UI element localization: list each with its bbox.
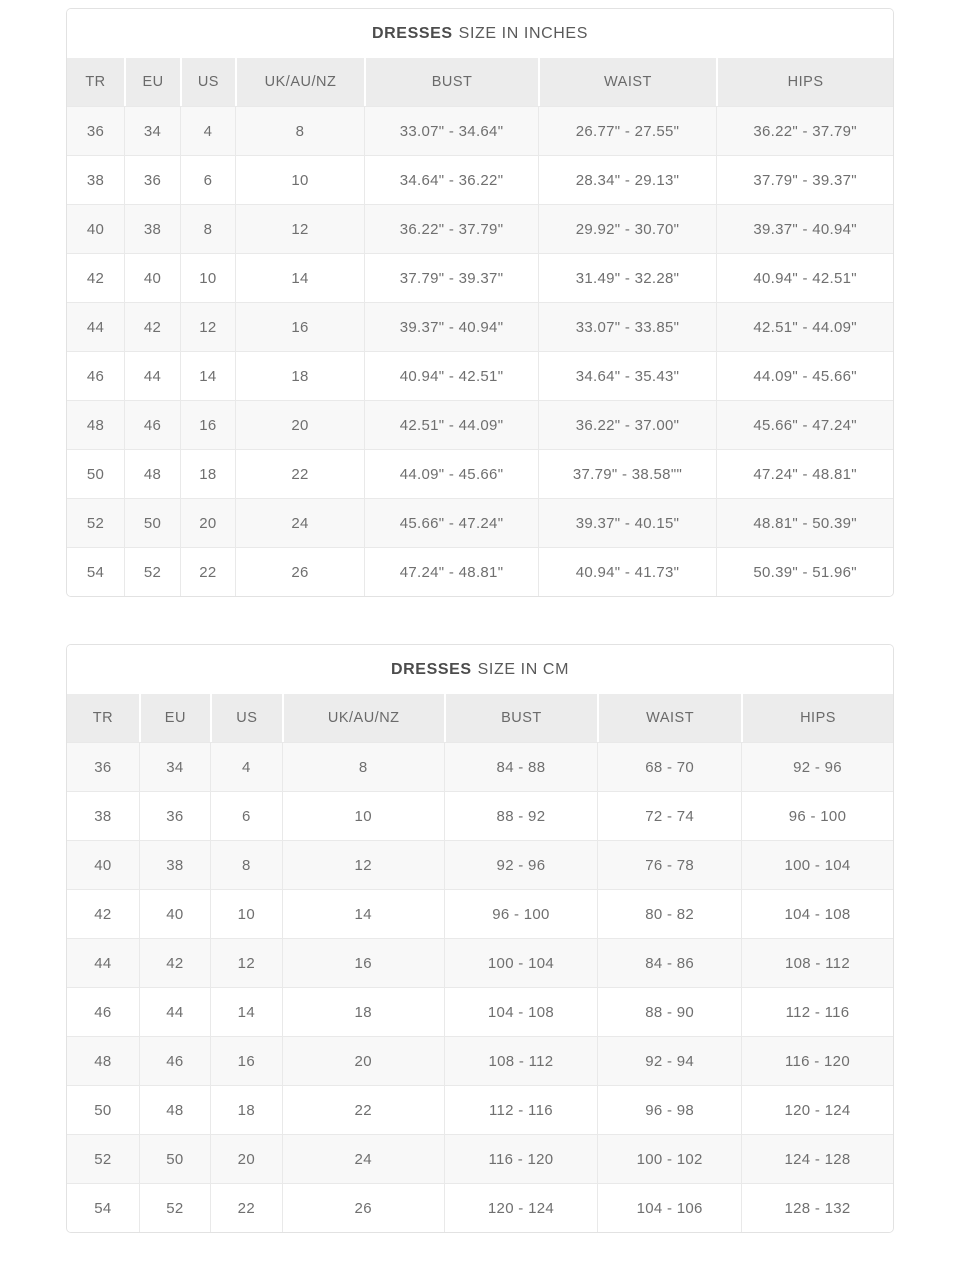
table-cell: 112 - 116 — [741, 987, 893, 1036]
table-cell: 92 - 96 — [741, 742, 893, 791]
table-cell: 10 — [180, 253, 235, 302]
table-cell: 46 — [139, 1036, 210, 1085]
table-cell: 46 — [67, 987, 139, 1036]
table-cell: 16 — [210, 1036, 282, 1085]
table-cell: 39.37" - 40.94" — [364, 302, 537, 351]
table-cell: 4 — [210, 742, 282, 791]
column-header: BUST — [444, 694, 598, 742]
table-cell: 10 — [282, 791, 444, 840]
table-cell: 116 - 120 — [741, 1036, 893, 1085]
table-cell: 112 - 116 — [444, 1085, 598, 1134]
table-cell: 52 — [139, 1183, 210, 1232]
table-cell: 96 - 98 — [597, 1085, 741, 1134]
table-body — [67, 742, 893, 1232]
table-cell: 40 — [67, 840, 139, 889]
table-cell: 14 — [282, 889, 444, 938]
column-header: BUST — [364, 58, 537, 106]
table-cell: 18 — [210, 1085, 282, 1134]
table-cell: 38 — [124, 204, 180, 253]
table-cell: 116 - 120 — [444, 1134, 598, 1183]
table-cell: 52 — [67, 498, 124, 547]
table-cell: 120 - 124 — [741, 1085, 893, 1134]
dresses-cm-card — [66, 644, 894, 1233]
dresses-cm-table — [67, 694, 893, 1232]
table-cell: 96 - 100 — [741, 791, 893, 840]
table-cell: 34.64" - 36.22" — [364, 155, 537, 204]
table-cell: 128 - 132 — [741, 1183, 893, 1232]
column-header: WAIST — [597, 694, 741, 742]
table-cell: 26.77" - 27.55" — [538, 106, 716, 155]
table-cell: 16 — [235, 302, 365, 351]
table-cell: 36 — [124, 155, 180, 204]
table-row — [67, 204, 893, 253]
table-cell: 100 - 104 — [741, 840, 893, 889]
table-cell: 8 — [282, 742, 444, 791]
table-cell: 20 — [235, 400, 365, 449]
table-cell: 88 - 90 — [597, 987, 741, 1036]
table-cell: 18 — [235, 351, 365, 400]
table-cell: 50.39" - 51.96" — [716, 547, 893, 596]
table-cell: 29.92" - 30.70" — [538, 204, 716, 253]
table-cell: 24 — [282, 1134, 444, 1183]
table-row — [67, 1085, 893, 1134]
table-cell: 42 — [139, 938, 210, 987]
table-cell: 42 — [124, 302, 180, 351]
table-cell: 92 - 94 — [597, 1036, 741, 1085]
table-cell: 34 — [124, 106, 180, 155]
table-cell: 50 — [124, 498, 180, 547]
table-header — [67, 694, 893, 742]
table-row — [67, 547, 893, 596]
table-cell: 14 — [210, 987, 282, 1036]
title-unit-label: SIZE IN INCHES — [458, 24, 588, 42]
table-cell: 104 - 106 — [597, 1183, 741, 1232]
table-cell: 12 — [180, 302, 235, 351]
table-cell: 100 - 104 — [444, 938, 598, 987]
table-cell: 104 - 108 — [444, 987, 598, 1036]
table-cell: 16 — [282, 938, 444, 987]
table-cell: 52 — [67, 1134, 139, 1183]
table-cell: 22 — [282, 1085, 444, 1134]
table-cell: 104 - 108 — [741, 889, 893, 938]
table-cell: 4 — [180, 106, 235, 155]
column-header: EU — [139, 694, 210, 742]
table-cell: 108 - 112 — [741, 938, 893, 987]
table-cell: 54 — [67, 1183, 139, 1232]
table-cell: 12 — [235, 204, 365, 253]
column-header: US — [180, 58, 235, 106]
title-unit-label: SIZE IN CM — [477, 660, 569, 678]
table-cell: 48.81" - 50.39" — [716, 498, 893, 547]
table-cell: 34 — [139, 742, 210, 791]
table-cell: 96 - 100 — [444, 889, 598, 938]
table-row — [67, 449, 893, 498]
table-cell: 39.37" - 40.94" — [716, 204, 893, 253]
table-cell: 48 — [139, 1085, 210, 1134]
table-cell: 120 - 124 — [444, 1183, 598, 1232]
table-cell: 40 — [124, 253, 180, 302]
dresses-inches-title — [67, 9, 893, 58]
table-cell: 40.94" - 41.73" — [538, 547, 716, 596]
table-row — [67, 1036, 893, 1085]
table-cell: 40.94" - 42.51" — [716, 253, 893, 302]
table-row — [67, 1134, 893, 1183]
table-body — [67, 106, 893, 596]
table-row — [67, 498, 893, 547]
table-cell: 14 — [235, 253, 365, 302]
table-cell: 26 — [235, 547, 365, 596]
table-cell: 18 — [282, 987, 444, 1036]
table-cell: 42 — [67, 889, 139, 938]
table-cell: 36.22" - 37.79" — [364, 204, 537, 253]
table-cell: 12 — [210, 938, 282, 987]
table-cell: 44.09" - 45.66" — [716, 351, 893, 400]
table-cell: 36.22" - 37.00" — [538, 400, 716, 449]
table-cell: 42.51" - 44.09" — [716, 302, 893, 351]
table-cell: 37.79" - 39.37" — [364, 253, 537, 302]
column-header: UK/AU/NZ — [282, 694, 444, 742]
table-cell: 28.34" - 29.13" — [538, 155, 716, 204]
dresses-inches-card — [66, 8, 894, 597]
table-cell: 38 — [139, 840, 210, 889]
table-cell: 10 — [235, 155, 365, 204]
table-cell: 45.66" - 47.24" — [716, 400, 893, 449]
table-cell: 37.79" - 38.58"" — [538, 449, 716, 498]
table-cell: 8 — [180, 204, 235, 253]
table-cell: 50 — [139, 1134, 210, 1183]
table-row — [67, 155, 893, 204]
table-cell: 46 — [67, 351, 124, 400]
table-cell: 76 - 78 — [597, 840, 741, 889]
table-header — [67, 58, 893, 106]
table-cell: 39.37" - 40.15" — [538, 498, 716, 547]
table-cell: 40.94" - 42.51" — [364, 351, 537, 400]
table-cell: 124 - 128 — [741, 1134, 893, 1183]
table-cell: 26 — [282, 1183, 444, 1232]
table-cell: 40 — [67, 204, 124, 253]
table-cell: 50 — [67, 1085, 139, 1134]
table-cell: 22 — [180, 547, 235, 596]
table-cell: 54 — [67, 547, 124, 596]
column-header: EU — [124, 58, 180, 106]
table-cell: 22 — [235, 449, 365, 498]
table-cell: 108 - 112 — [444, 1036, 598, 1085]
table-cell: 44 — [67, 938, 139, 987]
table-cell: 6 — [180, 155, 235, 204]
table-cell: 14 — [180, 351, 235, 400]
table-row — [67, 106, 893, 155]
table-cell: 24 — [235, 498, 365, 547]
table-cell: 48 — [67, 400, 124, 449]
table-cell: 38 — [67, 155, 124, 204]
table-cell: 46 — [124, 400, 180, 449]
table-row — [67, 1183, 893, 1232]
table-row — [67, 253, 893, 302]
table-cell: 42 — [67, 253, 124, 302]
table-cell: 33.07" - 33.85" — [538, 302, 716, 351]
table-cell: 45.66" - 47.24" — [364, 498, 537, 547]
table-cell: 8 — [210, 840, 282, 889]
table-cell: 40 — [139, 889, 210, 938]
table-cell: 52 — [124, 547, 180, 596]
table-cell: 31.49" - 32.28" — [538, 253, 716, 302]
table-row — [67, 889, 893, 938]
table-cell: 47.24" - 48.81" — [364, 547, 537, 596]
table-cell: 84 - 88 — [444, 742, 598, 791]
table-row — [67, 742, 893, 791]
table-cell: 18 — [180, 449, 235, 498]
column-header: TR — [67, 694, 139, 742]
table-cell: 36 — [67, 742, 139, 791]
table-cell: 47.24" - 48.81" — [716, 449, 893, 498]
table-cell: 44 — [124, 351, 180, 400]
table-cell: 6 — [210, 791, 282, 840]
table-row — [67, 840, 893, 889]
table-cell: 12 — [282, 840, 444, 889]
table-cell: 22 — [210, 1183, 282, 1232]
table-cell: 36.22" - 37.79" — [716, 106, 893, 155]
column-header: HIPS — [741, 694, 893, 742]
title-product-type: DRESSES — [372, 24, 453, 42]
table-cell: 44 — [139, 987, 210, 1036]
table-cell: 48 — [67, 1036, 139, 1085]
table-cell: 16 — [180, 400, 235, 449]
table-row — [67, 302, 893, 351]
table-cell: 42.51" - 44.09" — [364, 400, 537, 449]
table-row — [67, 987, 893, 1036]
column-header: WAIST — [538, 58, 716, 106]
table-cell: 44.09" - 45.66" — [364, 449, 537, 498]
table-cell: 80 - 82 — [597, 889, 741, 938]
column-header: HIPS — [716, 58, 893, 106]
table-cell: 10 — [210, 889, 282, 938]
table-cell: 34.64" - 35.43" — [538, 351, 716, 400]
table-row — [67, 938, 893, 987]
table-cell: 37.79" - 39.37" — [716, 155, 893, 204]
table-row — [67, 351, 893, 400]
table-cell: 36 — [67, 106, 124, 155]
table-cell: 44 — [67, 302, 124, 351]
column-header: US — [210, 694, 282, 742]
table-row — [67, 791, 893, 840]
table-cell: 33.07" - 34.64" — [364, 106, 537, 155]
table-cell: 20 — [180, 498, 235, 547]
table-cell: 100 - 102 — [597, 1134, 741, 1183]
table-cell: 72 - 74 — [597, 791, 741, 840]
table-cell: 48 — [124, 449, 180, 498]
dresses-cm-title — [67, 645, 893, 694]
table-cell: 20 — [282, 1036, 444, 1085]
table-cell: 20 — [210, 1134, 282, 1183]
table-cell: 50 — [67, 449, 124, 498]
table-cell: 38 — [67, 791, 139, 840]
title-product-type: DRESSES — [390, 660, 472, 678]
table-cell: 36 — [139, 791, 210, 840]
table-cell: 88 - 92 — [444, 791, 598, 840]
column-header: TR — [67, 58, 124, 106]
table-cell: 84 - 86 — [597, 938, 741, 987]
table-cell: 68 - 70 — [597, 742, 741, 791]
dresses-inches-table — [67, 58, 893, 596]
table-row — [67, 400, 893, 449]
table-cell: 8 — [235, 106, 365, 155]
table-cell: 92 - 96 — [444, 840, 598, 889]
column-header: UK/AU/NZ — [235, 58, 365, 106]
